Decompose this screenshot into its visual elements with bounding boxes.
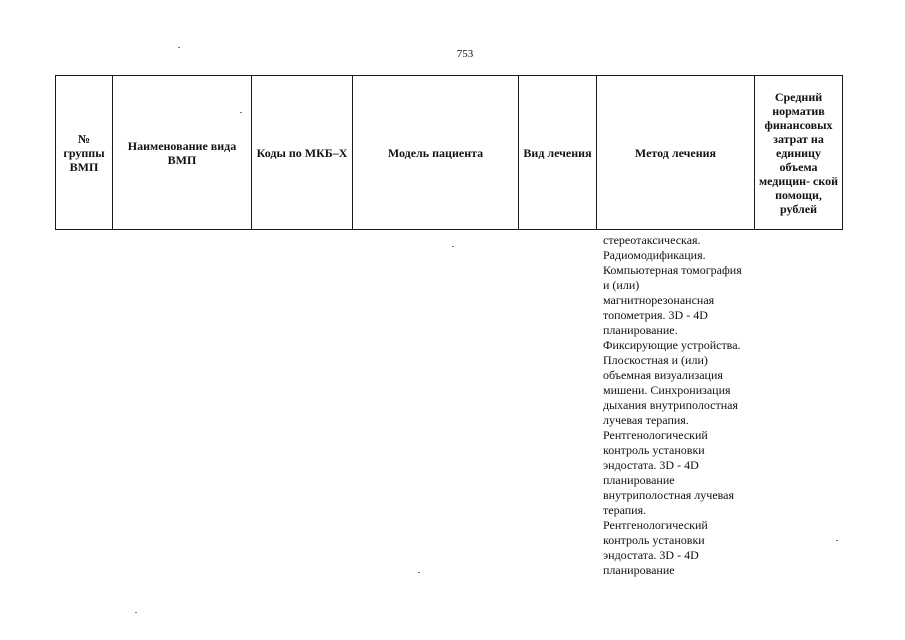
scan-speck [452, 246, 454, 247]
method-line: Компьютерная томография [603, 263, 742, 277]
col-header-icd-codes: Коды по МКБ–Х [252, 76, 353, 230]
method-line: Радиомодификация. [603, 248, 706, 262]
header-row [56, 76, 843, 230]
method-line: объемная визуализация [603, 368, 723, 382]
method-line: Фиксирующие устройства. [603, 338, 741, 352]
col-header-patient-model: Модель пациента [353, 76, 519, 230]
method-line: планирование [603, 563, 675, 577]
method-line: магнитнорезонансная [603, 293, 715, 307]
treatment-method-text [603, 233, 763, 578]
method-line: планирование. [603, 323, 678, 337]
scan-speck [836, 540, 838, 541]
method-line: эндостата. 3D - 4D [603, 548, 699, 562]
method-line: Рентгенологический [603, 428, 708, 442]
col-header-group-number: № группы ВМП [56, 76, 113, 230]
method-line: Плоскостная и (или) [603, 353, 708, 367]
col-header-treatment-method: Метод лечения [597, 76, 755, 230]
scan-speck [135, 612, 137, 613]
method-line: мишени. Синхронизация [603, 383, 731, 397]
method-line: лучевая терапия. [603, 413, 689, 427]
method-line: терапия. [603, 503, 647, 517]
scan-speck [418, 572, 420, 573]
method-line: планирование [603, 473, 675, 487]
scan-speck [178, 47, 180, 48]
col-header-average-cost: Средний норматив финансовых затрат на единицу объема медицин- ской помощи, рублей [755, 76, 843, 230]
method-line: внутриполостная лучевая [603, 488, 734, 502]
method-line: дыхания внутриполостная [603, 398, 738, 412]
method-line: топометрия. 3D - 4D [603, 308, 708, 322]
col-header-vmp-name: Наименование вида ВМП [113, 76, 252, 230]
method-line: стереотаксическая. [603, 233, 701, 247]
method-line: контроль установки [603, 443, 705, 457]
method-line: Рентгенологический [603, 518, 708, 532]
method-line: контроль установки [603, 533, 705, 547]
header-table [55, 75, 843, 230]
scan-speck [240, 112, 242, 113]
method-line: и (или) [603, 278, 640, 292]
page-number: 753 [456, 48, 474, 60]
col-header-treatment-type: Вид лечения [519, 76, 597, 230]
method-line: эндостата. 3D - 4D [603, 458, 699, 472]
